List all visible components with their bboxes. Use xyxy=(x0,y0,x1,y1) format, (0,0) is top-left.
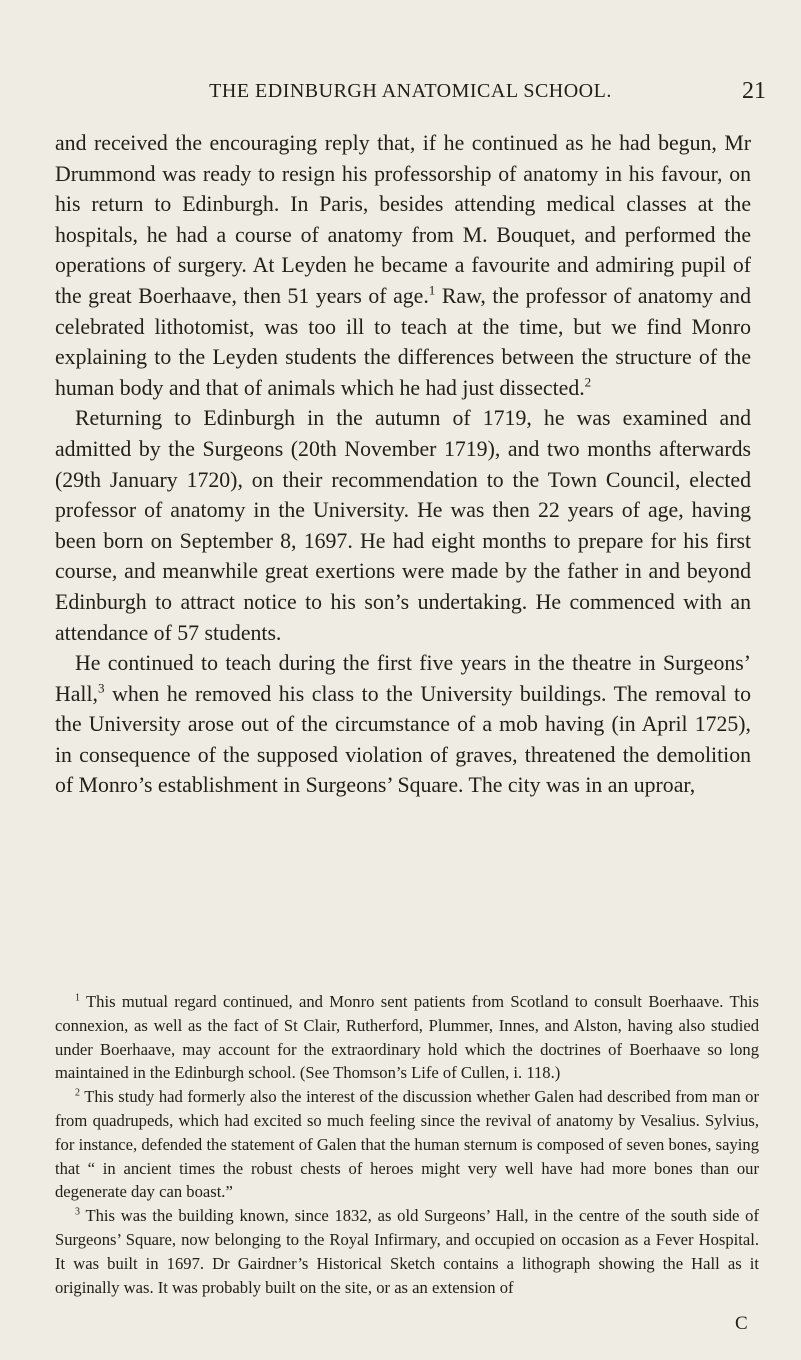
footnotes xyxy=(55,990,759,1299)
footnote-ref-3: 3 xyxy=(97,680,105,696)
signature-mark: C xyxy=(735,1313,748,1334)
paragraph-1-continued: Raw, the professor of anatomy and celebrated lithotomist, was too ill to teach at the time, but we find Monro explaining to the Leyden students the differences between the structure of the human body and that of animals which he had just dissected. xyxy=(55,283,751,400)
footnote-marker-1: 1 xyxy=(75,992,80,1004)
footnote-ref-1: 1 xyxy=(428,282,436,298)
footnote-ref-2: 2 xyxy=(584,374,592,390)
paragraph-3-text: He continued to teach during the first five years in the theatre in Surgeons’ Hall, xyxy=(55,651,751,706)
footnote-2-text: This study had formerly also the interest of the discussion whether Galen had described from man or from quadrupeds, which had excited so much feeling since the revival of anatomy by Vesalius. Sylvius, for instance, defended the statement of Galen that the human sternum is composed of seven bones, saying that “ in ancient times the robust chests of heroes might very well have had more bones than our degenerate day can boast.” xyxy=(55,1087,759,1202)
footnote-2 xyxy=(55,1085,759,1204)
footnote-1-text: This mutual regard continued, and Monro sent patients from Scotland to consult Boerhaave. This connexion, as well as the fact of St Clair, Rutherford, Plummer, Innes, and Alston, having also studied under Boerhaave, may account for the extraordinary hold which the doctrines of Boerhaave so long maintained in the Edinburgh school. (See Thomson’s Life of Cullen, i. 118.) xyxy=(55,992,759,1083)
paragraph-3 xyxy=(55,648,751,801)
paragraph-2: Returning to Edinburgh in the autumn of 1719, he was examined and admitted by the Surgeons (20th November 1719), and two months afterwards (29th January 1720), on their recommendation to the Town Council, elected professor of anatomy in the University. He was then 22 years of age, having been born on September 8, 1697. He had eight months to prepare for his first course, and meanwhile great exertions were made by the father in and beyond Edinburgh to attract notice to his son’s undertaking. He commenced with an attendance of 57 students. xyxy=(55,406,751,645)
paragraph-1 xyxy=(55,128,751,403)
footnote-marker-3: 3 xyxy=(75,1206,80,1218)
paragraph-3-continued: when he removed his class to the University buildings. The removal to the University arose out of the circumstance of a mob having (in April 1725), in consequence of the supposed violation of graves, threatened the demolition of Monro’s establishment in Surgeons’ Square. The city was in an uproar, xyxy=(55,681,751,798)
running-head xyxy=(55,80,766,110)
page-number: 21 xyxy=(742,78,766,104)
footnote-1 xyxy=(55,990,759,1085)
footnote-3 xyxy=(55,1204,759,1299)
footnote-marker-2: 2 xyxy=(75,1087,80,1099)
footnote-3-text: This was the building known, since 1832, as old Surgeons’ Hall, in the centre of the south side of Surgeons’ Square, now belonging to the Royal Infirmary, and occupied on occasion as a Fever Hospital. It was built in 1697. Dr Gairdner’s Historical Sketch contains a lithograph showing the Hall as it originally was. It was probably built on the site, or as an extension of xyxy=(55,1206,759,1297)
paragraph-1-text: and received the encouraging reply that, if he continued as he had begun, Mr Drummond was ready to resign his professorship of anatomy in his favour, on his return to Edinburgh. In Paris, besides attending medical classes at the hospitals, he had a course of anatomy from M. Bouquet, and performed the operations of surgery. At Leyden he became a favourite and admiring pupil of the great Boerhaave, then 51 years of age. xyxy=(55,131,751,308)
running-title: THE EDINBURGH ANATOMICAL SCHOOL. xyxy=(209,80,612,102)
body-text xyxy=(55,128,751,801)
